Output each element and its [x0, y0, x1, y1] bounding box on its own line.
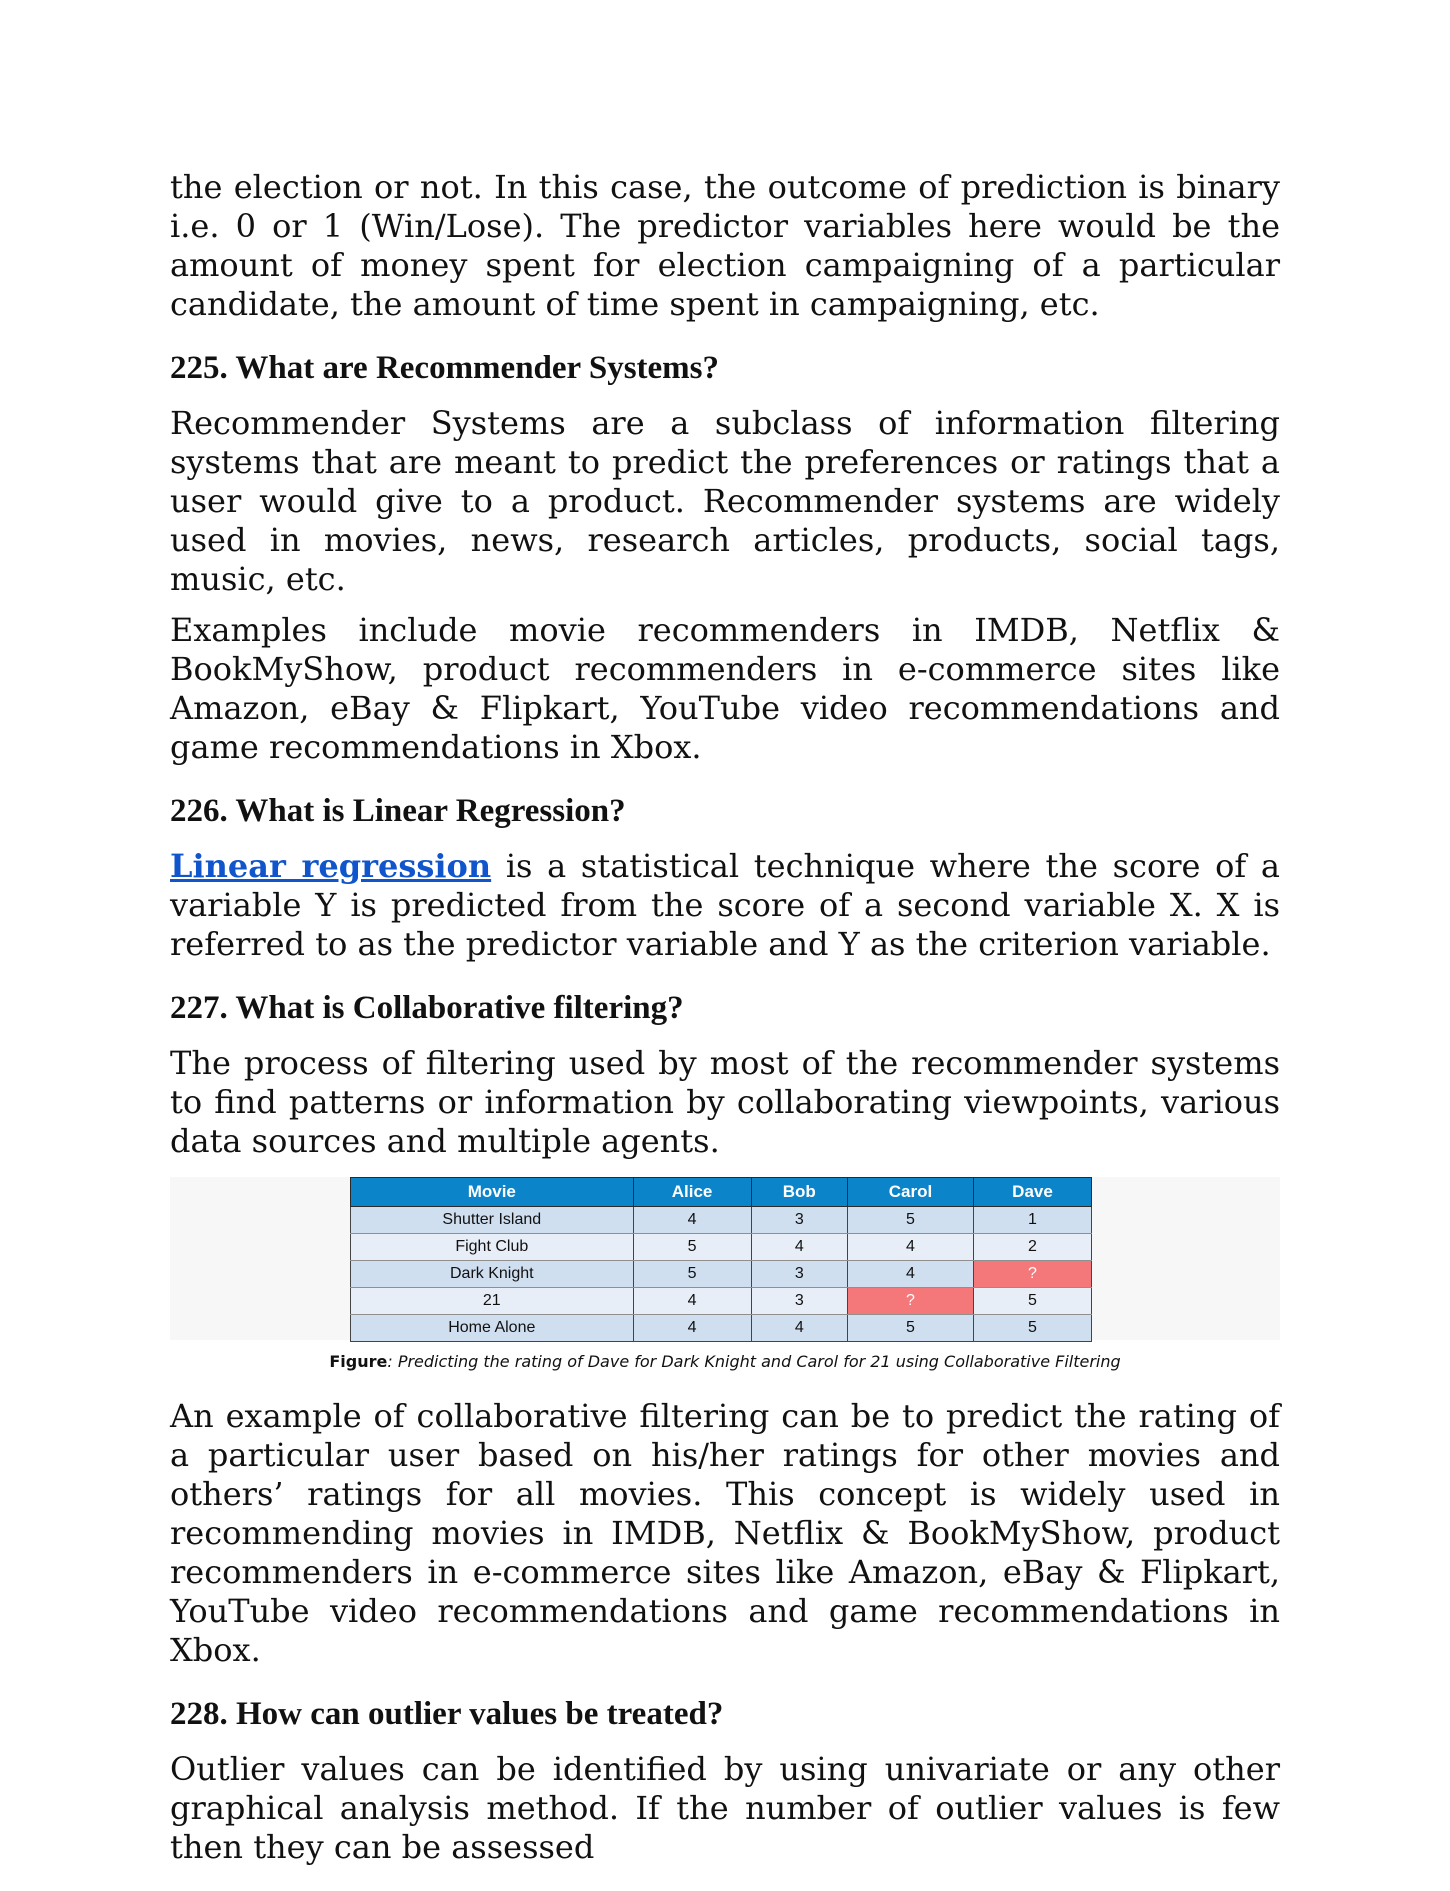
table-cell-rating: 3 [751, 1261, 847, 1288]
table-row [351, 1234, 1092, 1261]
table-header-movie: Movie [351, 1178, 634, 1207]
table-row [351, 1261, 1092, 1288]
question-226-answer-text: is a statistical technique where the score of a variable Y is predicted from the score of a second variable X. X is referred to as the predictor variable and Y as the criterion variable. [170, 847, 1281, 963]
table-cell-movie: Fight Club [351, 1234, 634, 1261]
table-cell-rating: 5 [848, 1207, 974, 1234]
question-225-heading: 225. What are Recommender Systems? [170, 350, 720, 386]
ratings-table [350, 1177, 1092, 1342]
intro-paragraph: the election or not. In this case, the outcome of prediction is binary i.e. 0 or 1 (Win/Lose). The predictor variables here would be the amount of money spent for election campaigning of a particular candidate, the amount of time spent in campaigning, etc. [170, 168, 1280, 323]
table-row [351, 1207, 1092, 1234]
collaborative-filtering-figure [170, 1177, 1280, 1371]
ratings-table-header-row [351, 1178, 1092, 1207]
table-header-dave: Dave [973, 1178, 1091, 1207]
table-cell-rating: 3 [751, 1288, 847, 1315]
question-227-answer-1: The process of filtering used by most of the recommender systems to find patterns or information by collaborating viewpoints, various data sources and multiple agents. [170, 1044, 1280, 1160]
table-cell-rating: 4 [848, 1261, 974, 1288]
table-cell-rating: 5 [633, 1261, 751, 1288]
table-cell-rating: 4 [751, 1315, 847, 1342]
table-cell-rating: 4 [751, 1234, 847, 1261]
figure-caption-label: Figure [329, 1352, 388, 1371]
table-cell-rating: 4 [633, 1288, 751, 1315]
linear-regression-link[interactable]: Linear regression [170, 847, 492, 885]
table-cell-rating: 4 [633, 1315, 751, 1342]
table-cell-rating: 5 [848, 1315, 974, 1342]
table-cell-rating: 1 [973, 1207, 1091, 1234]
table-cell-rating: 2 [973, 1234, 1091, 1261]
figure-caption [170, 1352, 1280, 1371]
table-cell-rating: 4 [633, 1207, 751, 1234]
ratings-table-body [351, 1207, 1092, 1342]
table-cell-movie: 21 [351, 1288, 634, 1315]
question-225-answer-1: Recommender Systems are a subclass of information filtering systems that are meant to predict the preferences or ratings that a user would give to a product. Recommender systems are widely used in movies, news, research articles, products, social tags, music, etc. [170, 404, 1280, 598]
table-cell-rating: 3 [751, 1207, 847, 1234]
question-228-heading: 228. How can outlier values be treated? [170, 1696, 724, 1732]
document-page [170, 168, 1280, 1891]
question-226-answer [170, 847, 1280, 964]
table-cell-missing-rating: ? [973, 1261, 1091, 1288]
table-cell-movie: Home Alone [351, 1315, 634, 1342]
table-cell-rating: 5 [973, 1288, 1091, 1315]
table-cell-rating: 4 [848, 1234, 974, 1261]
table-row [351, 1315, 1092, 1342]
table-cell-movie: Dark Knight [351, 1261, 634, 1288]
question-228-answer: Outlier values can be identified by using univariate or any other graphical analysis method. If the number of outlier values is few then they can be assessed [170, 1750, 1280, 1866]
question-227-heading: 227. What is Collaborative filtering? [170, 990, 684, 1026]
table-cell-rating: 5 [633, 1234, 751, 1261]
question-225-answer-2: Examples include movie recommenders in IMDB, Netflix & BookMyShow, product recommenders in e-commerce sites like Amazon, eBay & Flipkart, YouTube video recommendations and game recommendations in Xbox. [170, 611, 1280, 766]
table-row [351, 1288, 1092, 1315]
table-cell-missing-rating: ? [848, 1288, 974, 1315]
table-cell-movie: Shutter Island [351, 1207, 634, 1234]
figure-caption-text: : Predicting the rating of Dave for Dark Knight and Carol for 21 using Collaborative Filtering [387, 1352, 1121, 1371]
table-header-carol: Carol [848, 1178, 974, 1207]
table-header-alice: Alice [633, 1178, 751, 1207]
table-header-bob: Bob [751, 1178, 847, 1207]
question-227-answer-2: An example of collaborative filtering can be to predict the rating of a particular user based on his/her ratings for other movies and others’ ratings for all movies. This concept is widely used in recommending movies in IMDB, Netflix & BookMyShow, product recommenders in e-commerce sites like Amazon, eBay & Flipkart, YouTube video recommendations and game recommendations in Xbox. [170, 1397, 1280, 1669]
figure-background [170, 1177, 1280, 1340]
question-226-heading: 226. What is Linear Regression? [170, 793, 626, 829]
table-cell-rating: 5 [973, 1315, 1091, 1342]
